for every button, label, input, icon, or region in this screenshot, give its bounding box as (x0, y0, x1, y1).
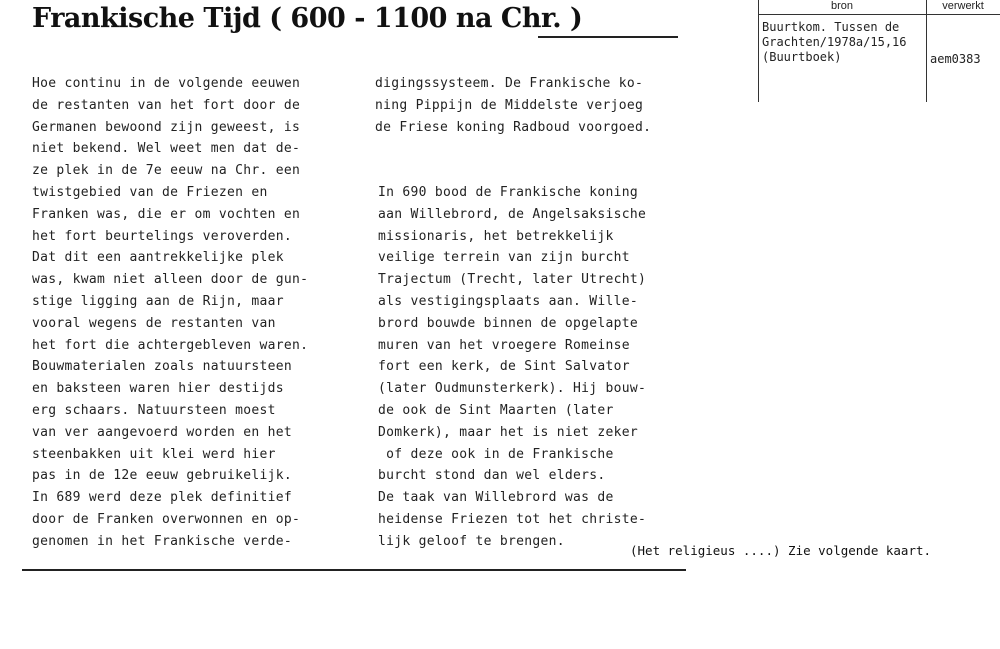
text-line: muren van het vroegere Romeinse (378, 337, 630, 353)
text-line: de restanten van het fort door de (32, 97, 301, 113)
text-line: stige ligging aan de Rijn, maar (32, 293, 284, 309)
text-line: De taak van Willebrord was de (378, 490, 614, 506)
text-line: brord bouwde binnen de opgelapte (378, 315, 639, 331)
text-line: niet bekend. Wel weet men dat de- (32, 141, 301, 157)
text-line: ze plek in de 7e eeuw na Chr. een (32, 163, 301, 179)
source-reference (762, 20, 924, 65)
bottom-rule (22, 569, 686, 571)
text-line: In 690 bood de Frankische koning (378, 185, 639, 200)
header-verwerkt: verwerkt (942, 0, 984, 12)
page-title: Frankische Tijd ( 600 - 1100 na Chr. ) (32, 3, 583, 34)
text-line: was, kwam niet alleen door de gun- (32, 272, 309, 288)
table-border-left (758, 0, 759, 102)
title-underline (538, 36, 678, 38)
text-column-right-top (375, 73, 651, 138)
text-line: burcht stond dan wel elders. (378, 468, 606, 484)
text-line: als vestigingsplaats aan. Wille- (378, 293, 639, 309)
text-column-right-bottom (378, 182, 646, 553)
processed-code: aem0383 (930, 52, 981, 66)
text-line: Bouwmaterialen zoals natuursteen (32, 359, 293, 375)
source-line: (Buurtboek) (762, 50, 842, 64)
text-line: twistgebied van de Friezen en (32, 184, 268, 200)
source-table (758, 0, 1000, 102)
text-line: (later Oudmunsterkerk). Hij bouw- (378, 381, 647, 397)
text-line: Trajectum (Trecht, later Utrecht) (378, 272, 647, 288)
text-column-left (32, 73, 308, 553)
text-line: vooral wegens de restanten van (32, 315, 276, 331)
text-line: Hoe continu in de volgende eeuwen (32, 76, 301, 91)
text-line: genomen in het Frankische verde- (32, 533, 293, 549)
text-line: de Friese koning Radboud voorgoed. (375, 119, 652, 135)
text-line: of deze ook in de Frankische (378, 446, 614, 462)
text-line: aan Willebrord, de Angelsaksische (378, 206, 647, 222)
text-line: Domkerk), maar het is niet zeker (378, 424, 639, 440)
text-line: lijk geloof te brengen. (378, 533, 565, 549)
text-line: door de Franken overwonnen en op- (32, 511, 301, 527)
text-line: het fort die achtergebleven waren. (32, 337, 309, 353)
text-line: Germanen bewoond zijn geweest, is (32, 119, 301, 135)
text-line: pas in de 12e eeuw gebruikelijk. (32, 468, 293, 484)
text-line: en baksteen waren hier destijds (32, 381, 284, 397)
source-line: Grachten/1978a/15,16 (762, 35, 907, 49)
source-line: Buurtkom. Tussen de (762, 20, 900, 34)
text-line: ning Pippijn de Middelste verjoeg (375, 97, 644, 113)
text-line: missionaris, het betrekkelijk (378, 228, 614, 244)
text-line: heidense Friezen tot het christe- (378, 511, 647, 527)
text-line: veilige terrein van zijn burcht (378, 250, 630, 266)
text-line: van ver aangevoerd worden en het (32, 424, 293, 440)
text-line: het fort beurtelings veroverden. (32, 228, 293, 244)
text-line: steenbakken uit klei werd hier (32, 446, 276, 462)
table-column-divider (926, 0, 927, 102)
text-line: digingssysteem. De Frankische ko- (375, 76, 644, 91)
text-line: de ook de Sint Maarten (later (378, 402, 614, 418)
table-header-rule (758, 14, 1000, 15)
text-line: erg schaars. Natuursteen moest (32, 402, 276, 418)
text-line: In 689 werd deze plek definitief (32, 490, 293, 506)
text-line: fort een kerk, de Sint Salvator (378, 359, 630, 375)
text-line: Franken was, die er om vochten en (32, 206, 301, 222)
footnote: (Het religieus ....) Zie volgende kaart. (630, 543, 932, 558)
header-bron: bron (830, 0, 854, 12)
text-line: Dat dit een aantrekkelijke plek (32, 250, 284, 266)
